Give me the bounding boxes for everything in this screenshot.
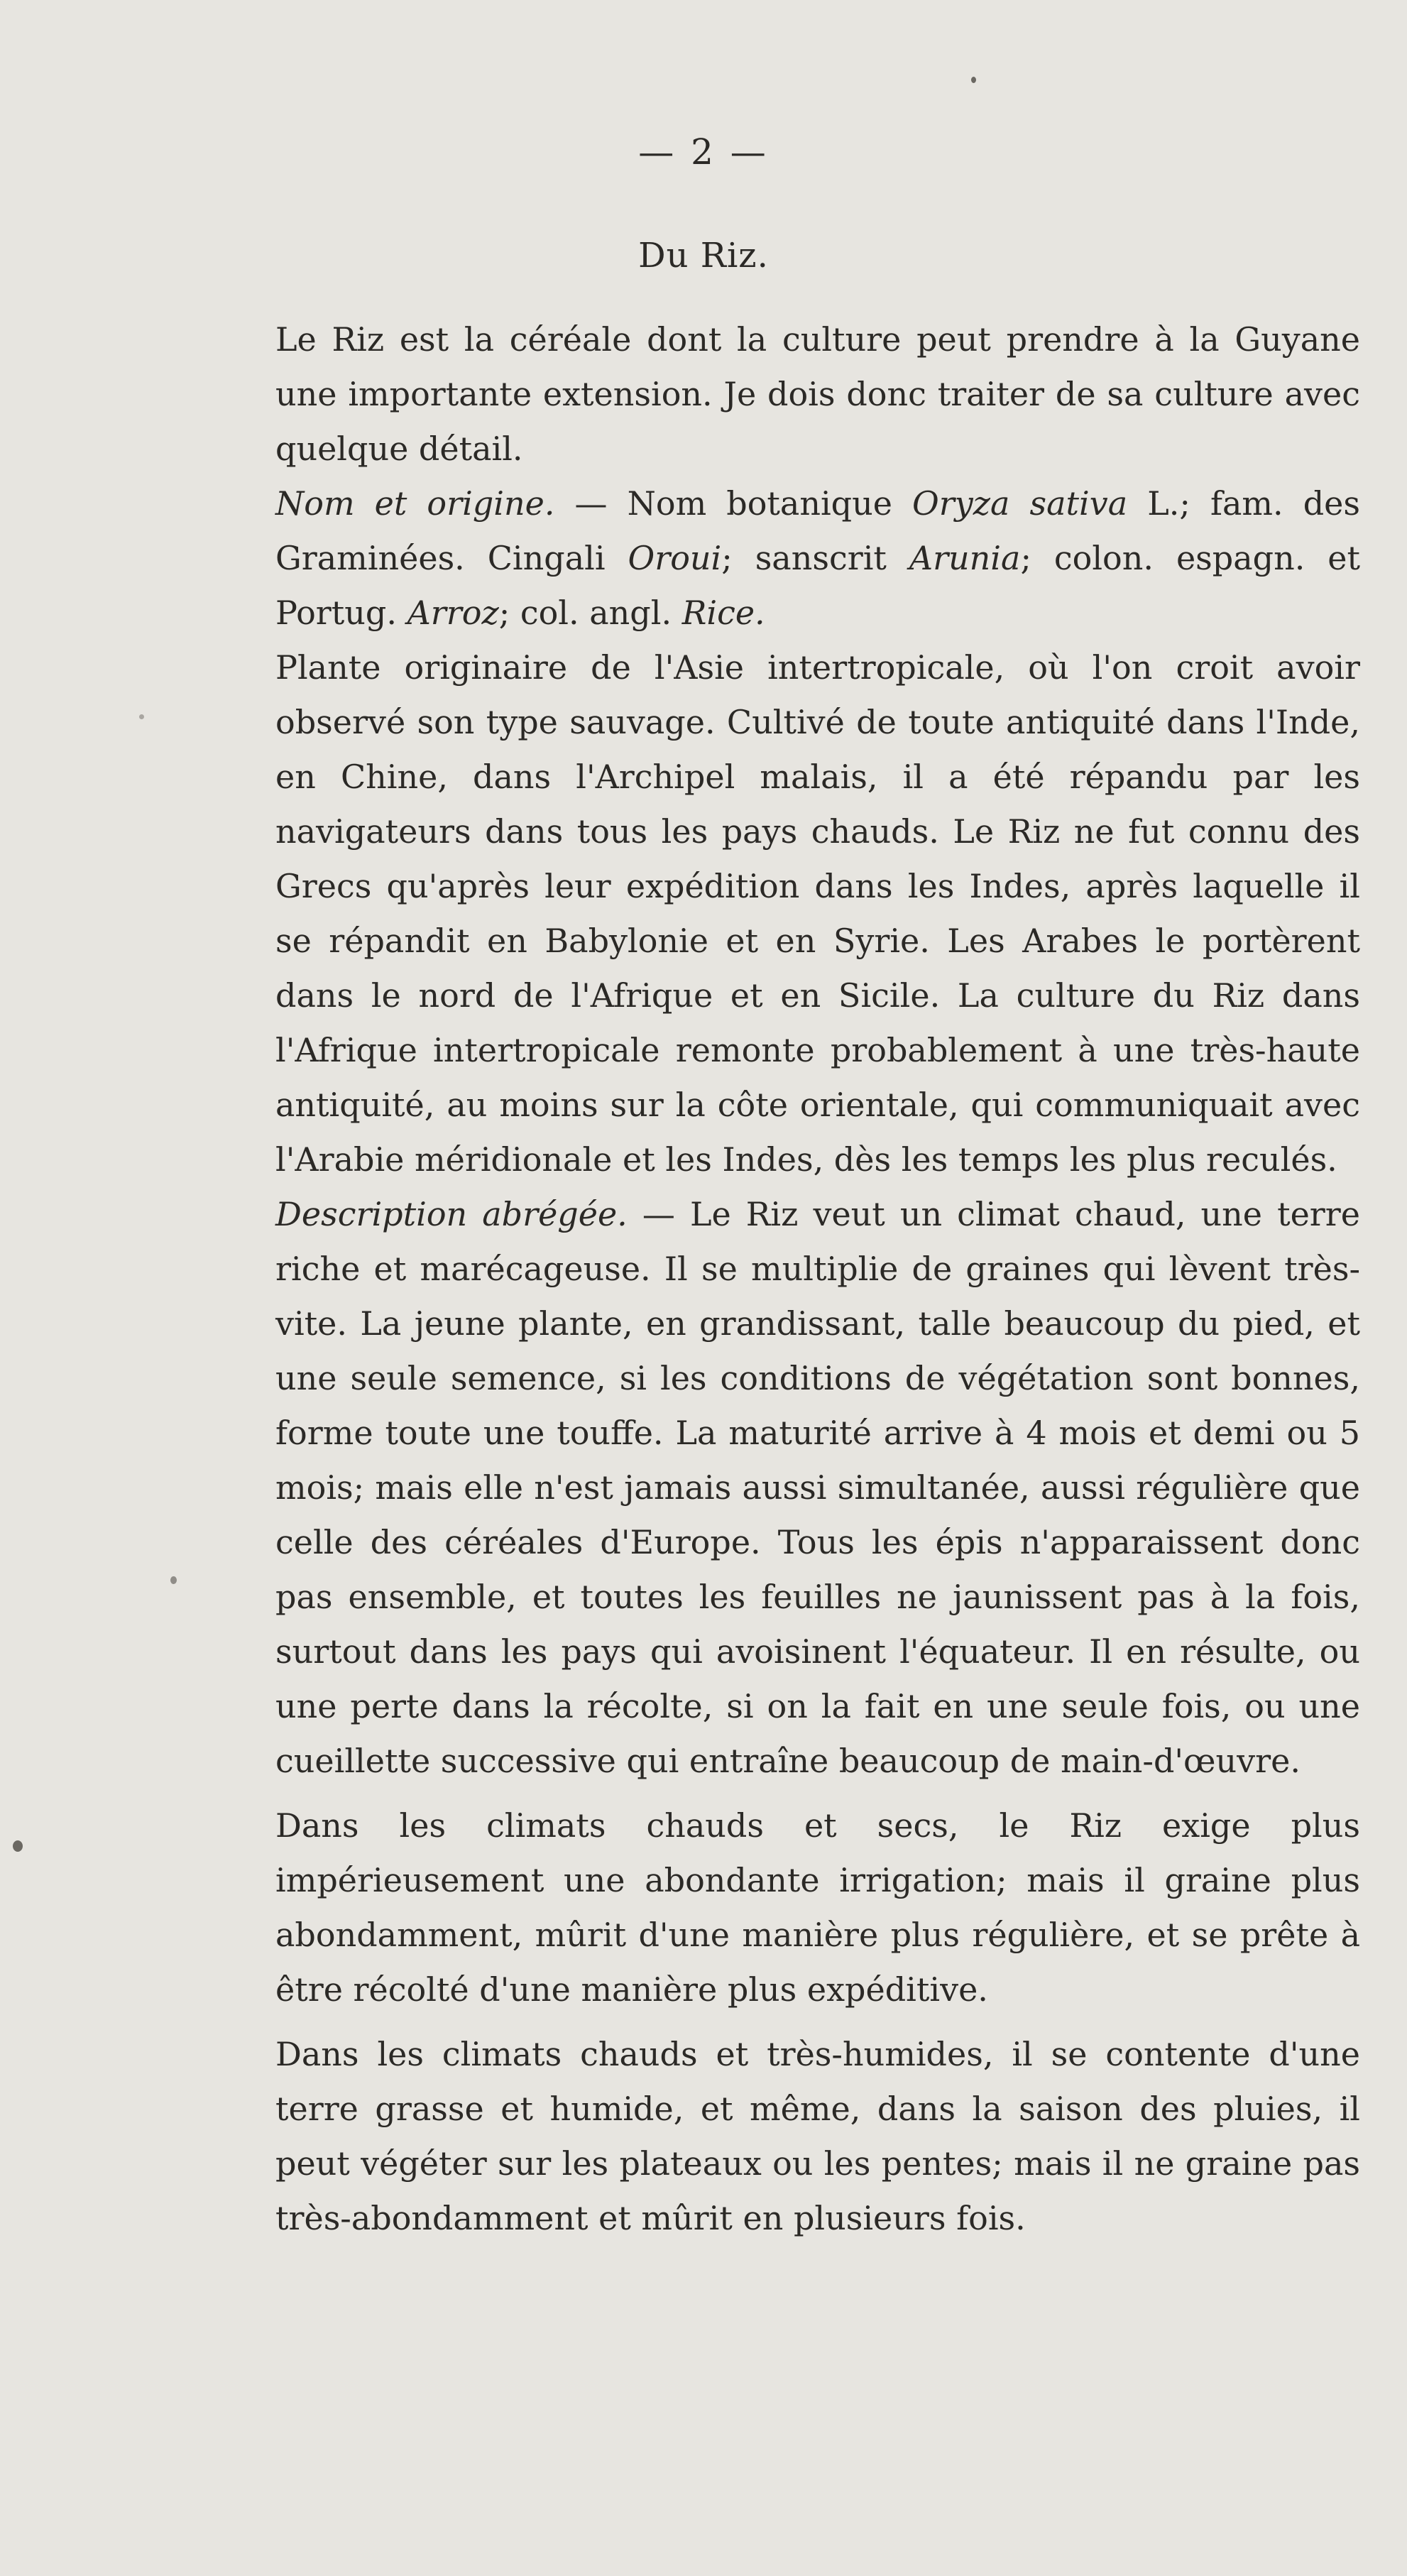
text-run: Dans les climats chauds et secs, le Riz exige plus impérieusement une abondante irrigation; mais il graine plus abondamment, mûrit d'une manière plus régulière, et se prête à être récolté d'une manière plus expéditive. [275, 1806, 1360, 2009]
text-run: Nom et origine. [275, 484, 555, 523]
paragraph-description [275, 1187, 1360, 1789]
paragraph-climats-secs [275, 1799, 1360, 2017]
paragraph-plante [275, 640, 1360, 1187]
text-run: — Nom botanique [554, 484, 913, 523]
text-run: Arunia [909, 539, 1021, 577]
text-run: Arroz [407, 594, 499, 632]
text-run: Le Riz est la céréale dont la culture peut prendre à la Guyane une importante extension. Je dois donc traiter de sa culture avec quelque détail. [275, 320, 1360, 468]
paper-speck [139, 714, 144, 719]
text-run: ; sanscrit [721, 539, 909, 577]
paper-speck [170, 1576, 177, 1584]
text-run: ; colon. espagn. et Portug. [275, 539, 1360, 632]
paragraph-nom-et-origine [275, 476, 1360, 640]
text-run: ; col. angl. [498, 594, 682, 632]
paragraph-intro [275, 312, 1360, 476]
section-heading: Du Riz. [638, 236, 769, 275]
text-run: L.; fam. des Graminées. Cingali [275, 484, 1360, 577]
text-run: Oroui [628, 539, 722, 577]
page-number: — 2 — [638, 131, 769, 173]
text-run: — Le Riz veut un climat chaud, une terre riche et marécageuse. Il se multiplie de graines qui lèvent très-vite. La jeune plante, en grandissant, talle beaucoup du pied, et une seule semence, si les conditions de végétation sont bonnes, forme toute une touffe. La maturité arrive à 4 mois et demi ou 5 mois; mais elle n'est jamais aussi simultanée, aussi régulière que celle des céréales d'Europe. Tous les épis n'apparaissent donc pas ensemble, et toutes les feuilles ne jaunissent pas à la fois, surtout dans les pays qui avoisinent l'équateur. Il en résulte, ou une perte dans la récolte, si on la fait en une seule fois, ou une cueillette successive qui entraîne beaucoup de main-d'œuvre. [275, 1195, 1360, 1780]
paragraph-climats-humides [275, 2027, 1360, 2246]
paper-speck [971, 77, 976, 83]
text-run: Rice. [681, 594, 765, 632]
text-run: Dans les climats chauds et très-humides, il se contente d'une terre grasse et humide, et même, dans la saison des pluies, il peut végéter sur les plateaux ou les pentes; mais il ne graine pas très-abondamment et mûrit en plusieurs fois. [275, 2035, 1360, 2237]
text-run: Description abrégée. [275, 1195, 628, 1233]
text-run: Plante originaire de l'Asie intertropicale, où l'on croit avoir observé son type sauvage. Cultivé de toute antiquité dans l'Inde, en Chine, dans l'Archipel malais, il a été répandu par les navigateurs dans tous les pays chauds. Le Riz ne fut connu des Grecs qu'après leur expédition dans les Indes, après laquelle il se répandit en Babylonie et en Syrie. Les Arabes le portèrent dans le nord de l'Afrique et en Sicile. La culture du Riz dans l'Afrique intertropicale remonte probablement à une très-haute antiquité, au moins sur la côte orientale, qui communiquait avec l'Arabie méridionale et les Indes, dès les temps les plus reculés. [275, 648, 1360, 1179]
text-run: Oryza sativa [912, 484, 1128, 523]
body-text [275, 312, 1360, 2246]
paper-speck [13, 1840, 23, 1852]
